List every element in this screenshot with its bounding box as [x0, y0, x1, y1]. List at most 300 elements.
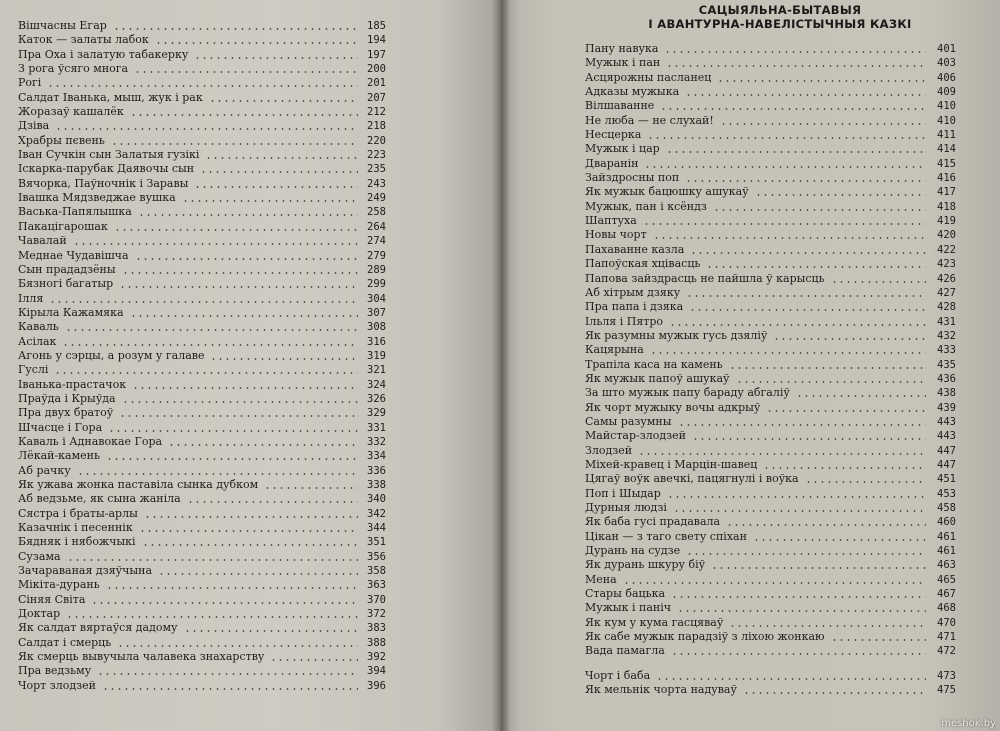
- entry-page-number: 411: [937, 129, 956, 142]
- entry-title: Трапіла каса на камень: [585, 357, 723, 371]
- entry-page-number: 465: [937, 573, 956, 586]
- contents-entry: [585, 501, 956, 515]
- entry-title: Дзіва: [18, 119, 50, 133]
- entry-title: Пану навука: [585, 42, 659, 55]
- dot-leader: [106, 587, 358, 589]
- dot-leader: [650, 352, 926, 354]
- entry-page-number: 461: [937, 530, 956, 543]
- dot-leader: [831, 281, 926, 283]
- contents-entry: [18, 664, 386, 678]
- dot-leader: [122, 272, 358, 274]
- entry-title: Агонь у сэрцы, а розум у галаве: [18, 348, 205, 362]
- entry-title: Дурань на судзе: [585, 544, 681, 558]
- dot-leader: [669, 324, 926, 326]
- dot-leader: [643, 223, 926, 225]
- entry-page-number: 307: [367, 306, 386, 319]
- contents-entry: [18, 492, 386, 506]
- entry-title: Поп і Шыдар: [585, 486, 661, 500]
- dot-leader: [55, 128, 358, 130]
- contents-entry: [585, 544, 956, 558]
- contents-entry: [585, 200, 956, 214]
- entry-page-number: 410: [937, 100, 956, 113]
- entry-page-number: 331: [367, 421, 386, 434]
- entry-page-number: 358: [367, 565, 386, 578]
- contents-entry: [18, 550, 386, 564]
- contents-entry: [18, 363, 386, 377]
- dot-leader: [205, 157, 358, 159]
- contents-entry: [18, 421, 386, 435]
- section-heading-line2: І АВАНТУРНА-НАВЕЛІСТЫЧНЫЯ КАЗКІ: [648, 17, 912, 31]
- contents-entry: [585, 372, 956, 386]
- entry-page-number: 418: [937, 200, 956, 213]
- contents-entry: [18, 234, 386, 248]
- contents-entry: [585, 630, 956, 644]
- entry-title: Кацярына: [585, 343, 644, 357]
- entry-title: Шчасце і Гора: [18, 420, 103, 434]
- entry-page-number: 420: [937, 229, 956, 242]
- contents-entry: [585, 56, 956, 70]
- contents-entry: [585, 401, 956, 415]
- entry-page-number: 370: [367, 593, 386, 606]
- contents-entry: [585, 286, 956, 300]
- dot-leader: [690, 252, 926, 254]
- entry-page-number: 406: [937, 71, 956, 84]
- dot-leader: [119, 415, 358, 417]
- dot-leader: [73, 243, 358, 245]
- contents-entry: [18, 91, 386, 105]
- entry-title: Жоразаў кашалёк: [18, 105, 124, 119]
- dot-leader: [194, 186, 358, 188]
- entry-title: Дурныя людзі: [585, 501, 667, 514]
- contents-entry: [585, 142, 956, 156]
- entry-title: Мужык, пан і ксёндз: [585, 199, 707, 213]
- entry-title: Як сабе мужык парадзіў з ліхою жонкаю: [585, 630, 825, 644]
- dot-leader: [763, 467, 926, 469]
- dot-leader: [119, 286, 358, 288]
- entry-page-number: 321: [367, 364, 386, 377]
- entry-page-number: 409: [937, 86, 956, 99]
- contents-entry: [18, 19, 386, 33]
- entry-title: Пра двух братоў: [18, 406, 114, 420]
- contents-entry: [18, 349, 386, 363]
- entry-title: Зайздросны поп: [585, 171, 680, 185]
- entry-page-number: 319: [367, 349, 386, 362]
- dot-leader: [144, 516, 358, 518]
- dot-leader: [773, 338, 926, 340]
- contents-entry: [585, 530, 956, 544]
- entry-title: Як дурань шкуру біў: [585, 558, 706, 572]
- entry-page-number: 316: [367, 335, 386, 348]
- contents-entry: [18, 607, 386, 621]
- entry-page-number: 403: [937, 57, 956, 70]
- contents-entry: [18, 392, 386, 406]
- contents-entry: [18, 507, 386, 521]
- contents-entry: [18, 205, 386, 219]
- entry-title: Лёкай-камень: [18, 449, 100, 463]
- entry-page-number: 473: [937, 669, 956, 682]
- entry-title: Пахаванне казла: [585, 242, 685, 256]
- entry-page-number: 363: [367, 579, 386, 592]
- entry-title: Папоўская хцівасць: [585, 257, 701, 271]
- contents-entry: [18, 650, 386, 664]
- entry-page-number: 334: [367, 450, 386, 463]
- dot-leader: [155, 42, 358, 44]
- dot-leader: [114, 229, 358, 231]
- contents-entry: [585, 358, 956, 372]
- contents-entry: [18, 177, 386, 191]
- dot-leader: [656, 678, 926, 680]
- contents-entry: [18, 292, 386, 306]
- entry-title: Салдат Іванька, мыш, жук і рак: [18, 90, 203, 104]
- entry-title: Аб хітрым дзяку: [585, 285, 681, 299]
- entry-title: Як салдат вяртаўся дадому: [18, 621, 178, 635]
- contents-entry: [585, 683, 956, 697]
- entry-page-number: 197: [367, 48, 386, 61]
- contents-entry: [18, 636, 386, 650]
- contents-entry: [18, 162, 386, 176]
- contents-entry: [18, 535, 386, 549]
- entry-title: Несцерка: [585, 128, 642, 142]
- dot-leader: [689, 309, 926, 311]
- entry-page-number: 394: [367, 665, 386, 678]
- dot-leader: [706, 266, 926, 268]
- dot-leader: [692, 438, 926, 440]
- entry-page-number: 443: [937, 430, 956, 443]
- entry-page-number: 308: [367, 321, 386, 334]
- dot-leader: [805, 481, 926, 483]
- dot-leader: [113, 28, 358, 30]
- dot-leader: [47, 85, 358, 87]
- entry-title: Як мужык бацюшку ашукаў: [585, 185, 749, 199]
- entry-title: Як чорт мужыку вочы адкрыў: [585, 400, 761, 414]
- entry-title: Цягаў воўк авечкі, пацягнулі і воўка: [585, 472, 799, 486]
- entry-title: Чавалай: [18, 234, 67, 248]
- entry-title: Івашка Мядзведжае вушка: [18, 191, 176, 205]
- dot-leader: [270, 659, 358, 661]
- contents-entry: [585, 257, 956, 271]
- contents-entry: [585, 343, 956, 357]
- contents-entry: [18, 449, 386, 463]
- contents-entry: [18, 220, 386, 234]
- entry-title: Вячорка, Паўночнік і Заравы: [18, 176, 189, 190]
- entry-title: Пакацігарошак: [18, 219, 108, 233]
- contents-entry: [585, 243, 956, 257]
- entry-title: Пра Оха і залатую табакерку: [18, 47, 189, 61]
- contents-entry: [585, 386, 956, 400]
- contents-entry: [585, 128, 956, 142]
- entry-title: Казачнік і песеннік: [18, 521, 133, 535]
- dot-leader: [729, 625, 926, 627]
- entry-title: Вішчасны Егар: [18, 19, 107, 32]
- entry-title: Гуслі: [18, 363, 49, 377]
- entry-page-number: 258: [367, 206, 386, 219]
- contents-entry: [18, 277, 386, 291]
- contents-entry: [585, 601, 956, 615]
- dot-leader: [686, 553, 926, 555]
- dot-leader: [686, 295, 926, 297]
- entry-page-number: 401: [937, 43, 956, 55]
- entry-page-number: 435: [937, 358, 956, 371]
- entry-title: Іванька-прастачок: [18, 377, 127, 391]
- dot-leader: [623, 582, 926, 584]
- dot-leader: [62, 344, 358, 346]
- entry-page-number: 299: [367, 278, 386, 291]
- entry-page-number: 264: [367, 220, 386, 233]
- entry-page-number: 329: [367, 407, 386, 420]
- contents-entry: [18, 76, 386, 90]
- contents-entry: [585, 329, 956, 343]
- contents-entry: [18, 62, 386, 76]
- entry-title: Асцярожны пасланец: [585, 70, 712, 84]
- entry-page-number: 200: [367, 63, 386, 76]
- entry-title: Мужык і цар: [585, 142, 660, 156]
- contents-entry: [585, 99, 956, 113]
- entry-title: Як кум у кума гасцяваў: [585, 615, 724, 629]
- dot-leader: [647, 137, 926, 139]
- entry-title: Сузама: [18, 549, 61, 563]
- entry-page-number: 458: [937, 502, 956, 514]
- dot-leader: [187, 501, 358, 503]
- entry-title: Доктар: [18, 607, 61, 621]
- entry-page-number: 475: [937, 684, 956, 697]
- entry-title: Мужык і пан: [585, 56, 661, 70]
- dot-leader: [158, 573, 358, 575]
- entry-page-number: 438: [937, 387, 956, 400]
- entry-page-number: 342: [367, 507, 386, 520]
- right-contents-list: [585, 42, 956, 697]
- entry-page-number: 332: [367, 435, 386, 448]
- entry-page-number: 279: [367, 249, 386, 262]
- left-contents-list: [18, 19, 386, 693]
- right-page: [500, 0, 1000, 731]
- contents-entry: [585, 458, 956, 472]
- entry-page-number: 433: [937, 344, 956, 357]
- dot-leader: [122, 401, 358, 403]
- entry-page-number: 463: [937, 559, 956, 572]
- entry-page-number: 419: [937, 215, 956, 228]
- contents-entry: [585, 315, 956, 329]
- entry-title: Стары бацька: [585, 587, 666, 601]
- entry-page-number: 447: [937, 458, 956, 471]
- entry-page-number: 432: [937, 329, 956, 342]
- entry-page-number: 249: [367, 192, 386, 205]
- contents-entry: [585, 472, 956, 486]
- contents-entry: [585, 42, 956, 56]
- dot-leader: [766, 410, 926, 412]
- dot-leader: [736, 381, 926, 383]
- entry-title: Мена: [585, 572, 617, 586]
- contents-entry: [585, 558, 956, 572]
- contents-entry: [18, 593, 386, 607]
- contents-entry: [18, 249, 386, 263]
- contents-entry: [585, 228, 956, 242]
- dot-leader: [210, 358, 358, 360]
- entry-title: Вілшаванне: [585, 99, 655, 113]
- dot-leader: [671, 653, 926, 655]
- dot-leader: [831, 639, 926, 641]
- entry-title: Іскарка-парубак Даявочы сын: [18, 162, 195, 176]
- dot-leader: [729, 367, 926, 369]
- dot-leader: [673, 510, 926, 512]
- dot-leader: [671, 596, 926, 598]
- entry-title: Як ужава жонка паставіла сынка дубком: [18, 478, 259, 491]
- entry-title: Бязногі багатыр: [18, 277, 114, 291]
- contents-entry: [18, 679, 386, 693]
- entry-page-number: 274: [367, 235, 386, 248]
- book-gutter: [492, 0, 510, 731]
- entry-page-number: 383: [367, 622, 386, 635]
- contents-entry: [18, 134, 386, 148]
- entry-title: Чорт і баба: [585, 668, 651, 682]
- entry-page-number: 436: [937, 372, 956, 385]
- entry-title: Чорт злодзей: [18, 678, 96, 692]
- entry-page-number: 428: [937, 301, 956, 314]
- dot-leader: [135, 258, 358, 260]
- contents-entry: [585, 114, 956, 128]
- dot-leader: [678, 424, 926, 426]
- contents-entry: [18, 320, 386, 334]
- entry-page-number: 443: [937, 415, 956, 428]
- entry-page-number: 356: [367, 550, 386, 563]
- contents-entry: [585, 300, 956, 314]
- dot-leader: [685, 180, 926, 182]
- dot-leader: [139, 530, 358, 532]
- dot-leader: [644, 166, 926, 168]
- entry-page-number: 468: [937, 602, 956, 615]
- entry-page-number: 304: [367, 292, 386, 305]
- contents-entry: [585, 171, 956, 185]
- contents-entry: [18, 263, 386, 277]
- entry-title: Як смерць вывучыла чалавека знахарству: [18, 650, 265, 664]
- entry-page-number: 467: [937, 588, 956, 601]
- dot-leader: [660, 108, 926, 110]
- entry-title: Дваранін: [585, 156, 639, 170]
- dot-leader: [97, 673, 358, 675]
- entry-title: Міхей-кравец і Марцін-шавец: [585, 457, 758, 471]
- entry-page-number: 344: [367, 522, 386, 535]
- entry-title: Не люба — не слухай!: [585, 113, 714, 127]
- entry-page-number: 472: [937, 645, 956, 658]
- dot-leader: [194, 57, 358, 59]
- entry-page-number: 207: [367, 91, 386, 104]
- dot-leader: [638, 453, 926, 455]
- entry-title: Асілак: [18, 334, 57, 348]
- dot-leader: [184, 630, 358, 632]
- entry-title: Іван Сучкін сын Залатыя гузікі: [18, 148, 200, 162]
- entry-title: Салдат і смерць: [18, 635, 112, 649]
- contents-entry: [585, 157, 956, 171]
- entry-title: Майстар-злодзей: [585, 429, 686, 443]
- entry-title: З рога ўсяго многа: [18, 62, 129, 76]
- dot-leader: [264, 487, 358, 489]
- contents-entry: [18, 406, 386, 420]
- entry-page-number: 340: [367, 493, 386, 506]
- entry-title: Як мельнік чорта надуваў: [585, 683, 737, 697]
- dot-leader: [138, 214, 358, 216]
- dot-leader: [134, 71, 358, 73]
- entry-title: Цікан — з таго свету спіхан: [585, 529, 747, 543]
- entry-page-number: 451: [937, 473, 956, 486]
- dot-leader: [102, 688, 358, 690]
- entry-page-number: 212: [367, 106, 386, 119]
- entry-title: Папова зайздрасць не пайшла ў карысць: [585, 271, 825, 285]
- entry-page-number: 471: [937, 631, 956, 644]
- contents-entry: [18, 335, 386, 349]
- entry-page-number: 235: [367, 163, 386, 176]
- entry-page-number: 453: [937, 487, 956, 500]
- dot-leader: [77, 473, 358, 475]
- entry-title: Бядняк і нябожчыкі: [18, 535, 136, 549]
- entry-title: Пра папа і дзяка: [585, 300, 684, 314]
- entry-page-number: 218: [367, 120, 386, 133]
- entry-page-number: 185: [367, 20, 386, 32]
- dot-leader: [653, 237, 926, 239]
- entry-title: Злодзей: [585, 443, 633, 457]
- contents-entry: [18, 148, 386, 162]
- dot-leader: [209, 100, 358, 102]
- entry-title: Зачараваная дзяўчына: [18, 564, 153, 578]
- dot-leader: [713, 209, 926, 211]
- contents-entry: [18, 191, 386, 205]
- entry-page-number: 460: [937, 516, 956, 529]
- dot-leader: [111, 143, 358, 145]
- dot-leader: [182, 200, 358, 202]
- entry-page-number: 372: [367, 608, 386, 621]
- entry-title: Храбры пєвень: [18, 133, 105, 147]
- entry-title: Сын прададзёны: [18, 262, 116, 276]
- dot-leader: [666, 65, 926, 67]
- entry-title: Аб рачку: [18, 463, 71, 477]
- entry-title: Аб ведзьме, як сына жаніла: [18, 492, 181, 506]
- dot-leader: [65, 329, 358, 331]
- dot-leader: [677, 610, 926, 612]
- entry-title: Сіняя Світа: [18, 592, 86, 606]
- entry-title: Кірыла Кажамяка: [18, 305, 124, 319]
- dot-leader: [717, 80, 926, 82]
- entry-title: Рогі: [18, 76, 42, 90]
- entry-page-number: 423: [937, 258, 956, 271]
- entry-page-number: 426: [937, 272, 956, 285]
- dot-leader: [755, 194, 926, 196]
- dot-leader: [685, 94, 926, 96]
- entry-title: Мужык і паніч: [585, 601, 672, 615]
- contents-entry: [585, 616, 956, 630]
- contents-entry: [585, 185, 956, 199]
- entry-title: Меднае Чудавішча: [18, 248, 129, 262]
- entry-page-number: 324: [367, 378, 386, 391]
- entry-page-number: 338: [367, 479, 386, 491]
- entry-title: Ільля і Пятро: [585, 314, 664, 328]
- contents-entry: [585, 415, 956, 429]
- entry-page-number: 427: [937, 286, 956, 299]
- contents-entry: [585, 644, 956, 658]
- entry-page-number: 461: [937, 545, 956, 558]
- contents-entry: [585, 71, 956, 85]
- contents-entry: [18, 378, 386, 392]
- entry-page-number: 351: [367, 536, 386, 549]
- entry-page-number: 220: [367, 134, 386, 147]
- entry-title: Васька-Папялышка: [18, 205, 132, 219]
- entry-page-number: 396: [367, 679, 386, 692]
- entry-page-number: 447: [937, 444, 956, 457]
- dot-leader: [66, 616, 358, 618]
- entry-title: Як баба гусі прадавала: [585, 515, 721, 529]
- dot-leader: [108, 430, 358, 432]
- entry-page-number: 223: [367, 149, 386, 162]
- entry-page-number: 431: [937, 315, 956, 328]
- contents-entry: [585, 573, 956, 587]
- entry-page-number: 388: [367, 636, 386, 649]
